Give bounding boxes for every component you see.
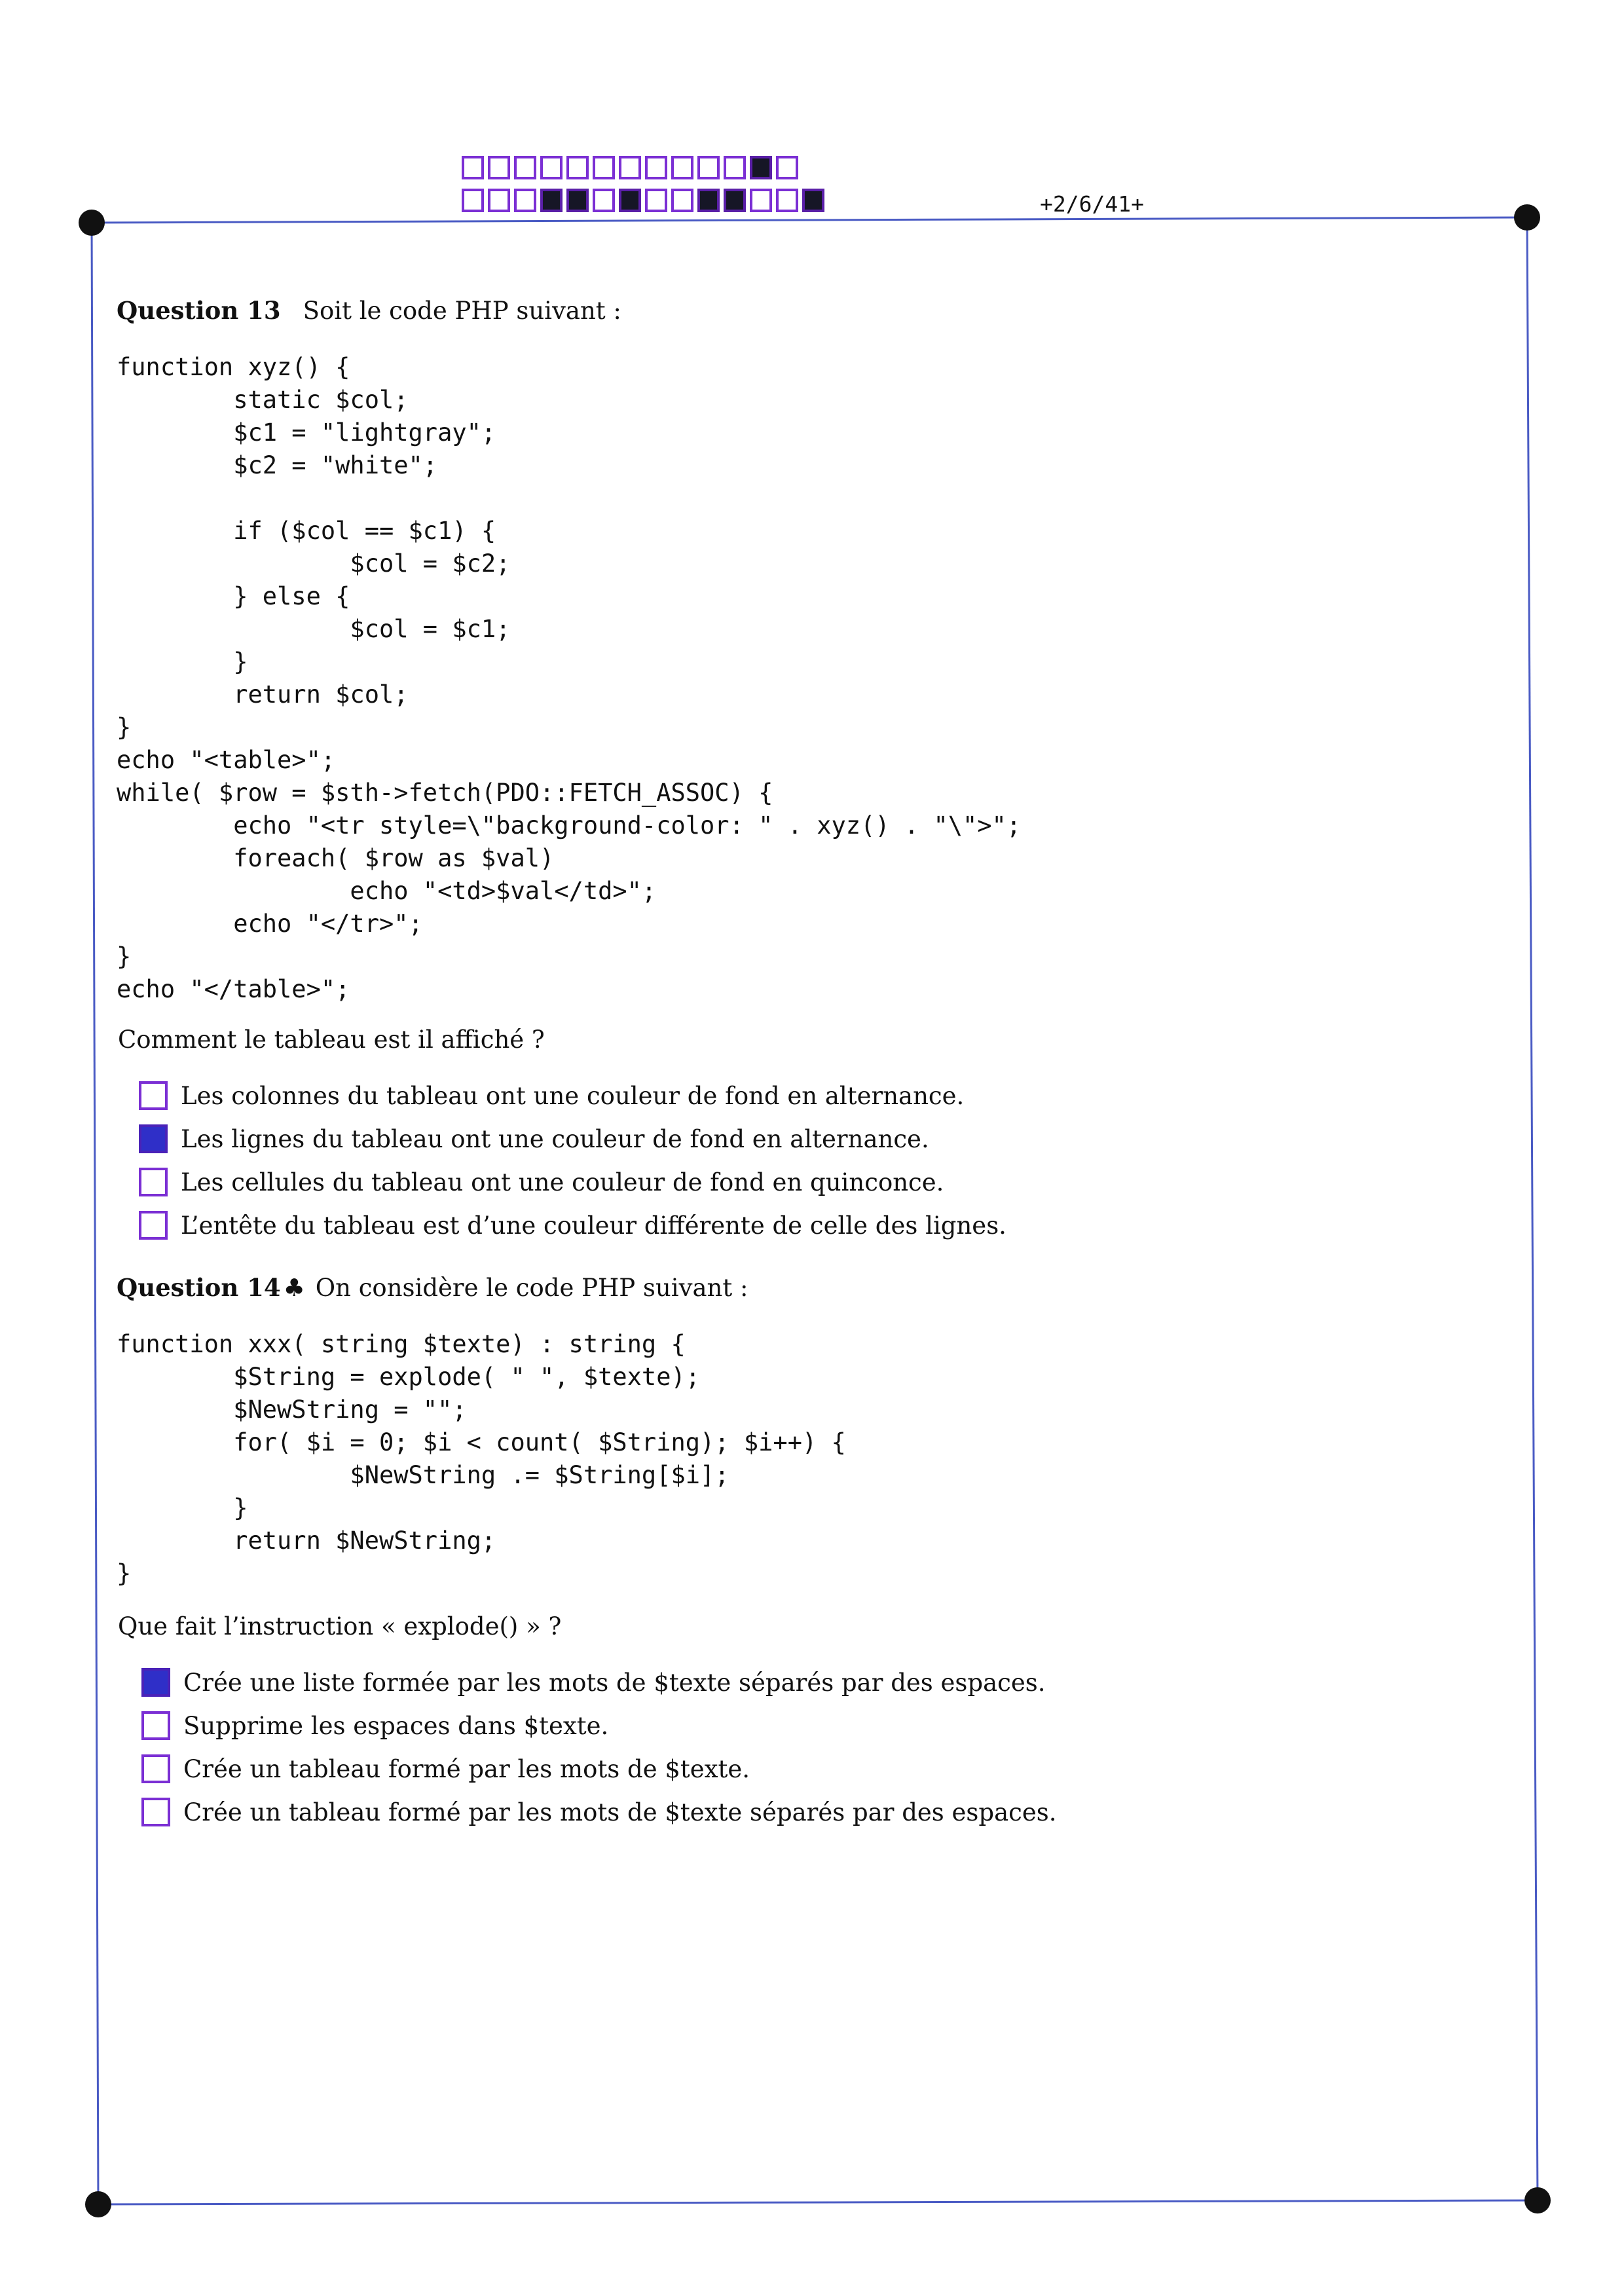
barcode-cell — [619, 156, 641, 179]
barcode-cell — [802, 189, 824, 212]
question-14-prompt: Que fait l’instruction « explode() » ? — [118, 1612, 562, 1640]
barcode-cell — [540, 189, 563, 212]
q13-answer-2[interactable] — [139, 1117, 1006, 1160]
barcode-cell — [566, 156, 589, 179]
barcode-cell — [619, 189, 641, 212]
answer-label: Supprime les espaces dans $texte. — [183, 1711, 609, 1740]
barcode-cell — [540, 156, 563, 179]
question-14-intro: On considère le code PHP suivant : — [315, 1274, 748, 1302]
checkbox[interactable] — [139, 1168, 168, 1196]
barcode-cell — [514, 189, 536, 212]
q14-answer-3[interactable] — [141, 1747, 1057, 1790]
question-13-label: Question 13 — [117, 296, 281, 325]
barcode-cell — [750, 156, 772, 179]
checkbox[interactable] — [139, 1211, 168, 1240]
question-14-header — [117, 1273, 748, 1302]
frame-left-line — [92, 223, 98, 2204]
checkbox[interactable] — [141, 1798, 170, 1826]
barcode-cell — [645, 189, 667, 212]
page-number: +2/6/41+ — [1040, 191, 1144, 217]
club-icon: ♣ — [283, 1274, 305, 1302]
checkbox[interactable] — [139, 1124, 168, 1153]
barcode-cell — [671, 156, 693, 179]
checkbox[interactable] — [141, 1754, 170, 1783]
frame-top-line — [92, 217, 1527, 223]
checkbox[interactable] — [141, 1711, 170, 1740]
checkbox[interactable] — [139, 1081, 168, 1110]
corner-mark-bottom-right — [1524, 2187, 1551, 2213]
corner-mark-top-left — [79, 210, 105, 236]
barcode-cell — [724, 189, 746, 212]
corner-mark-top-right — [1514, 204, 1540, 231]
barcode-cell — [593, 156, 615, 179]
answer-label: Crée une liste formée par les mots de $texte séparés par des espaces. — [183, 1668, 1046, 1697]
barcode-cell — [776, 189, 798, 212]
barcode-cell — [724, 156, 746, 179]
corner-mark-bottom-left — [85, 2191, 111, 2217]
frame-right-line — [1527, 217, 1538, 2200]
barcode-cell — [488, 156, 510, 179]
answer-label: Les lignes du tableau ont une couleur de fond en alternance. — [181, 1124, 929, 1153]
barcode-cell — [488, 189, 510, 212]
frame-bottom-line — [98, 2200, 1538, 2204]
barcode-cell — [776, 156, 798, 179]
question-14-label: Question 14 — [117, 1273, 281, 1302]
barcode-cell — [750, 189, 772, 212]
q13-answer-3[interactable] — [139, 1160, 1006, 1204]
answer-label: Les cellules du tableau ont une couleur de fond en quinconce. — [181, 1168, 944, 1196]
barcode-bottom — [462, 189, 828, 212]
question-13-header — [117, 296, 621, 325]
barcode-cell — [671, 189, 693, 212]
q14-answer-2[interactable] — [141, 1704, 1057, 1747]
answer-label: L’entête du tableau est d’une couleur différente de celle des lignes. — [181, 1211, 1006, 1240]
question-13-prompt: Comment le tableau est il affiché ? — [118, 1026, 545, 1054]
barcode-top — [462, 156, 802, 179]
answer-label: Crée un tableau formé par les mots de $texte. — [183, 1754, 750, 1783]
question-14-answers — [141, 1661, 1057, 1834]
question-14-code: function xxx( string $texte) : string { $String = explode( " ", $texte); $NewString = ""; for( $i = 0; $i < count( $String); $i++) { $NewString .= $String[$i]; } return $NewString; } — [117, 1330, 846, 1587]
question-13-answers — [139, 1074, 1006, 1247]
question-13-intro: Soit le code PHP suivant : — [303, 297, 621, 325]
barcode-cell — [697, 156, 720, 179]
q13-answer-1[interactable] — [139, 1074, 1006, 1117]
q14-answer-4[interactable] — [141, 1790, 1057, 1834]
question-13-code: function xyz() { static $col; $c1 = "lightgray"; $c2 = "white"; if ($col == $c1) { $col = $c2; } else { $col = $c1; } return $col; } echo "<table>"; while( $row = $sth->fetch(PDO::FETCH_ASSOC) { echo "<tr style=\"background-color: " . xyz() . "\">"; foreach( $row as $val) echo "<td>$val</td>"; echo "</tr>"; } echo "</table>"; — [117, 353, 1022, 1003]
barcode-cell — [462, 189, 484, 212]
answer-label: Crée un tableau formé par les mots de $texte séparés par des espaces. — [183, 1798, 1057, 1826]
barcode-cell — [462, 156, 484, 179]
barcode-cell — [514, 156, 536, 179]
barcode-cell — [593, 189, 615, 212]
barcode-cell — [697, 189, 720, 212]
barcode-cell — [645, 156, 667, 179]
answer-label: Les colonnes du tableau ont une couleur de fond en alternance. — [181, 1081, 965, 1110]
q13-answer-4[interactable] — [139, 1204, 1006, 1247]
barcode-cell — [566, 189, 589, 212]
checkbox[interactable] — [141, 1668, 170, 1697]
q14-answer-1[interactable] — [141, 1661, 1057, 1704]
